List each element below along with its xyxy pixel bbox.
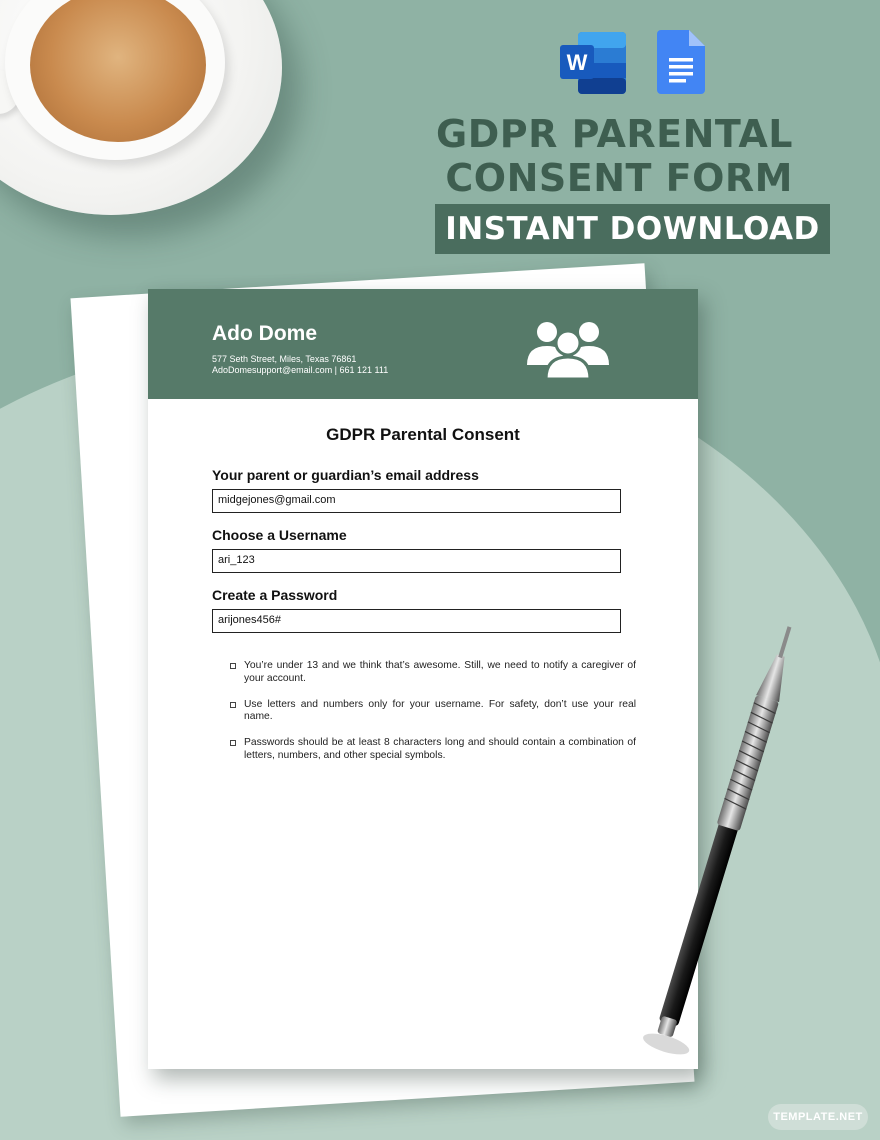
password-field[interactable]: arijones456# [212,609,621,633]
guardian-email-label: Your parent or guardian’s email address [212,467,479,483]
list-item [228,737,636,763]
promo-title-line-2: CONSENT FORM [445,156,793,200]
document-header [148,289,698,399]
guardian-email-field[interactable]: midgejones@gmail.com [212,489,621,513]
note-text: Passwords should be at least 8 characters long and should contain a combination of letters, numbers, and other special symbols. [244,737,636,761]
instant-download-banner: INSTANT DOWNLOAD [435,204,830,254]
google-docs-icon [657,30,705,94]
people-group-icon [527,317,609,379]
company-address: 577 Seth Street, Miles, Texas 76861 [212,354,357,364]
list-item [228,660,636,686]
promo-title-line-1: GDPR PARENTAL [436,112,793,156]
consent-form-document [148,289,698,1069]
bullet-square-icon [230,702,236,708]
password-label: Create a Password [212,587,338,603]
company-contact: AdoDomesupport@email.com | 661 121 111 [212,365,389,375]
note-text: Use letters and numbers only for your username. For safety, don’t use your real name. [244,698,636,723]
note-text: You’re under 13 and we think that’s awesome. Still, we need to notify a caregiver of your account. [244,660,636,684]
notes-list [228,660,636,776]
word-letter: W [566,50,588,75]
promo-title [420,112,793,200]
bullet-square-icon [230,740,236,746]
username-field[interactable]: ari_123 [212,549,621,573]
username-label: Choose a Username [212,527,347,543]
bullet-square-icon [230,663,236,669]
company-name: Ado Dome [212,322,317,345]
word-icon [560,32,626,94]
template-net-watermark: TEMPLATE.NET [768,1104,868,1130]
list-item [228,699,636,725]
form-title: GDPR Parental Consent [326,425,520,444]
